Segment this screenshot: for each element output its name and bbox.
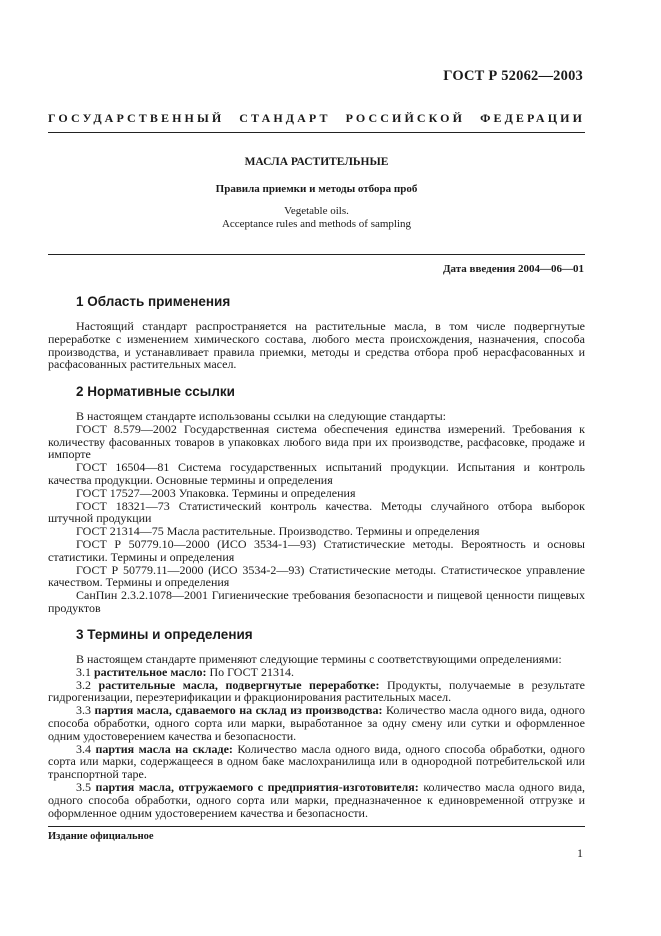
reference-item: ГОСТ 16504—81 Система государственных испытаний продукции. Испытания и контроль качества продукции. Основные термины и определения bbox=[48, 460, 585, 487]
term-name: растительные масла, подвергнутые переработке: bbox=[98, 677, 380, 692]
term-name: партия масла, отгружаемого с предприятия-изготовителя: bbox=[95, 779, 419, 794]
title-divider bbox=[48, 254, 585, 255]
standard-title: ГОСУДАРСТВЕННЫЙ СТАНДАРТ РОССИЙСКОЙ ФЕДЕРАЦИИ bbox=[48, 111, 585, 125]
gost-code: ГОСТ Р 52062—2003 bbox=[443, 68, 583, 84]
english-title-line-2: Acceptance rules and methods of sampling bbox=[221, 218, 412, 230]
reference-item: СанПин 2.3.2.1078—2001 Гигиенические требования безопасности и пищевой ценности пищевых продуктов bbox=[48, 588, 585, 615]
reference-item: ГОСТ 8.579—2002 Государственная система обеспечения единства измерений. Требования к количеству фасованных товаров в упаковках любого вида при их производстве, расфасовке, продаже и импорте bbox=[48, 421, 585, 462]
term-definition bbox=[48, 704, 585, 742]
term-name: партия масла на складе: bbox=[95, 741, 233, 756]
page-number: 1 bbox=[577, 846, 583, 860]
top-divider bbox=[48, 132, 585, 133]
section-3-body bbox=[48, 653, 585, 819]
document-subtitle: Правила приемки и методы отбора проб bbox=[215, 183, 418, 195]
section-1-heading: 1 Область применения bbox=[76, 294, 231, 309]
term-definition-text: количество масла одного вида, одного способа обработки, одного сорта или марки, предназначенное к единовременной отгрузке и оформленное одним удостоверением качества и безопасности. bbox=[48, 779, 586, 820]
term-definition-text: По ГОСТ 21314. bbox=[209, 664, 294, 679]
term-number: 3.1 bbox=[76, 664, 91, 679]
term-definition bbox=[48, 781, 585, 819]
section-2-heading: 2 Нормативные ссылки bbox=[76, 384, 235, 399]
section-2-intro: В настоящем стандарте использованы ссылки на следующие стандарты: bbox=[76, 409, 447, 423]
section-3-heading: 3 Термины и определения bbox=[76, 627, 253, 642]
english-title-line-1: Vegetable oils. bbox=[284, 205, 349, 217]
term-name: партия масла, сдаваемого на склад из производства: bbox=[94, 703, 383, 718]
term-definition bbox=[48, 743, 585, 781]
section-1-paragraph: Настоящий стандарт распространяется на растительные масла, в том числе подвергнутые переработке с изменением химического состава, любого места происхождения, назначения, способа производства, и устанавливает правила приемки, методы и средства отбора проб нерасфасованных и расфасованных растительных масел. bbox=[48, 319, 585, 372]
term-definition-text: Продукты, получаемые в результате гидрогенизации, переэтерификации и фракционирования растительных масел. bbox=[48, 677, 586, 705]
section-3-intro: В настоящем стандарте применяют следующие термины с соответствующими определениями: bbox=[76, 652, 562, 666]
term-definition-text: Количество масла одного вида, одного способа обработки, одного сорта или марки, содержащееся в одном баке маслохранилища или в однородной потребительской или транспортной таре. bbox=[48, 741, 585, 782]
reference-item: ГОСТ 17527—2003 Упаковка. Термины и определения bbox=[76, 485, 356, 500]
term-number: 3.3 bbox=[76, 703, 91, 718]
edition-label: Издание официальное bbox=[48, 831, 154, 842]
section-2-body bbox=[48, 410, 585, 615]
term-name: растительное масло: bbox=[94, 664, 207, 679]
term-definition-text: Количество масла одного вида, одного способа обработки, одного сорта или марки, выработанное за одну смену или сутки и оформленное одним удостоверением качества и безопасности. bbox=[48, 703, 585, 743]
reference-item: ГОСТ Р 50779.11—2000 (ИСО 3534-2—93) Статистические методы. Статистическое управление качеством. Термины и определения bbox=[48, 562, 585, 590]
reference-item: ГОСТ 21314—75 Масла растительные. Производство. Термины и определения bbox=[76, 524, 480, 539]
term-number: 3.5 bbox=[76, 779, 91, 794]
section-1-body bbox=[48, 320, 585, 371]
document-title: МАСЛА РАСТИТЕЛЬНЫЕ bbox=[244, 156, 389, 168]
reference-item: ГОСТ Р 50779.10—2000 (ИСО 3534-1—93) Статистические методы. Вероятность и основы статистики. Термины и определения bbox=[48, 536, 585, 564]
term-definition bbox=[48, 679, 585, 705]
footer-divider bbox=[48, 826, 585, 827]
reference-item: ГОСТ 18321—73 Статистический контроль качества. Методы случайного отбора выборок штучной продукции bbox=[48, 498, 585, 526]
introduction-date: Дата введения 2004—06—01 bbox=[442, 263, 584, 275]
term-number: 3.4 bbox=[76, 741, 91, 756]
term-number: 3.2 bbox=[76, 677, 91, 692]
